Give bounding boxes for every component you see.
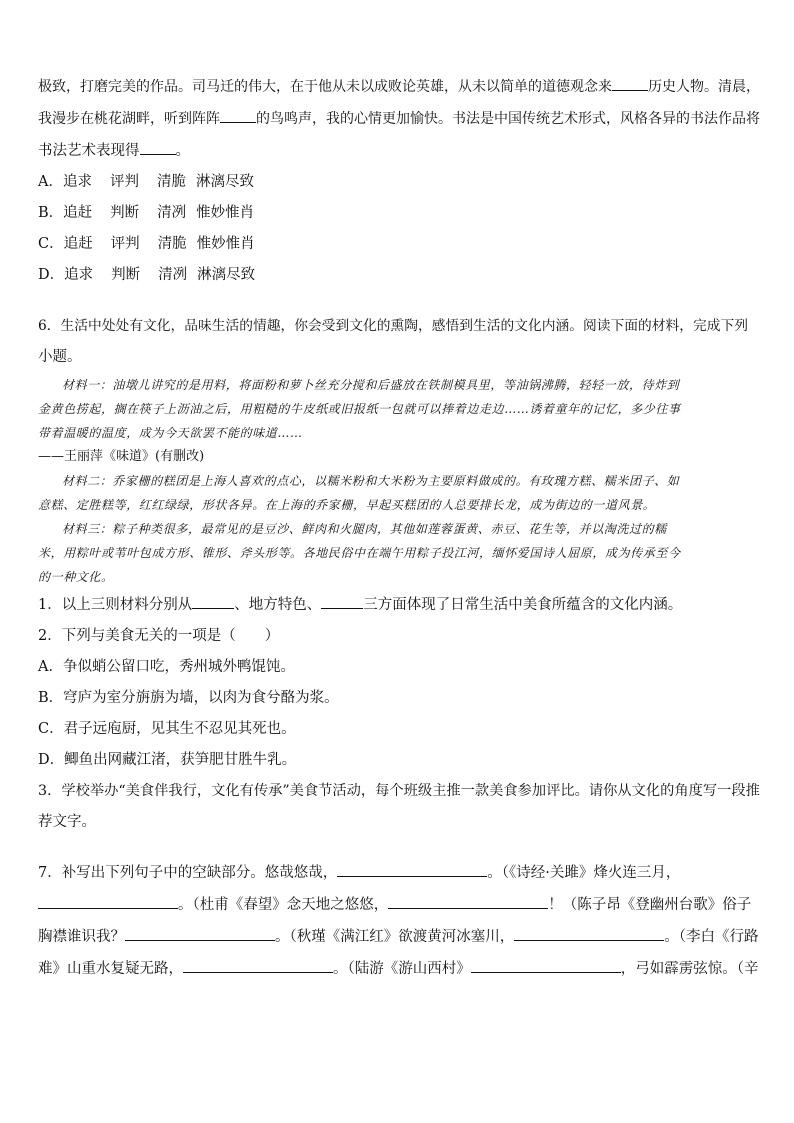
answer-blank[interactable]	[183, 958, 333, 973]
text: 的鸟鸣声，我的心情更加愉快。书法是中国传统艺术形式，风格各异的书法作品将	[256, 111, 760, 127]
answer-blank[interactable]	[321, 594, 363, 609]
text: 、地方特色、	[234, 597, 322, 613]
option-word: 评判	[110, 236, 140, 252]
text: 极致，打磨完美的作品。司马迁的伟大，在于他从未以成败论英雄，从未以简单的道德观念来	[38, 79, 612, 95]
q7-line-2	[38, 894, 760, 915]
q6-sub3: 3．学校举办“美食伴我行，文化有传承”美食节活动，每个班级主推一款美食参加评比。请你从文化的角度写一段推	[38, 783, 760, 799]
text: 难》山重水复疑无路，	[38, 961, 183, 977]
option-word: 清冽	[157, 205, 187, 221]
option-label: A．追求	[38, 174, 92, 190]
option-word: 判断	[110, 205, 140, 221]
option-word: 惟妙惟肖	[196, 236, 255, 252]
answer-blank[interactable]	[388, 894, 548, 909]
text: 胸襟谁识我？	[38, 929, 125, 945]
document-page	[38, 76, 760, 979]
material-3-line-1: 材料三：粽子种类很多，最常见的是豆沙、鲜肉和火腿肉，其他如莲蓉蛋黄、赤豆、花生等，并以淘洗过的糯	[62, 522, 667, 536]
text: 。（李白《行路	[664, 929, 759, 945]
q6-sub2: 2．下列与美食无关的一项是（ ）	[38, 628, 280, 644]
q7-line-4	[38, 958, 760, 979]
answer-blank[interactable]	[125, 926, 275, 941]
text: 1．以上三则材料分别从	[38, 597, 193, 613]
option-label: B．追赶	[38, 205, 93, 221]
option-word: 清冽	[158, 267, 188, 283]
q6-sub3-cont: 荐文字。	[38, 814, 96, 830]
answer-blank[interactable]	[192, 594, 234, 609]
answer-blank[interactable]	[220, 108, 256, 123]
material-2-line-2: 意糕、定胜糕等，红红绿绿，形状各异。在上海的乔家栅，早起买糕团的人总要排长龙，成为街边的一道风景。	[38, 498, 656, 512]
q6-sub2-option-c[interactable]: C．君子远庖厨，见其生不忍见其死也。	[38, 721, 296, 737]
answer-blank[interactable]	[471, 958, 621, 973]
q6-intro-cont: 小题。	[38, 349, 82, 365]
text: 。（《诗经·关雎》烽火连三月，	[487, 865, 681, 881]
text: 。	[175, 143, 190, 159]
q5-line-3	[38, 140, 760, 161]
q6-sub2-option-d[interactable]: D．鲫鱼出网藏江渚，获笋肥甘胜牛乳。	[38, 752, 297, 768]
text: 。（秋瑾《满江红》欲渡黄河冰塞川，	[275, 929, 515, 945]
text: 历史人物。清晨，	[648, 79, 760, 95]
option-word: 清脆	[156, 174, 186, 190]
q6-sub1	[38, 594, 760, 615]
option-word: 淋漓尽致	[197, 267, 256, 283]
text: 。（杜甫《春望》念天地之悠悠，	[178, 897, 389, 913]
q5-line-2	[38, 108, 760, 129]
q5-option-d[interactable]	[38, 265, 760, 285]
answer-blank[interactable]	[514, 926, 664, 941]
answer-blank[interactable]	[140, 140, 176, 155]
text: ！（陈子昂《登幽州台歌》俗子	[548, 897, 752, 913]
text: 7．补写出下列句子中的空缺部分。悠哉悠哉，	[38, 865, 338, 881]
text: ，弓如霹雳弦惊。（辛	[620, 961, 759, 977]
option-word: 淋漓尽致	[195, 174, 254, 190]
option-label: D．追求	[38, 267, 94, 283]
material-1-source: ——王丽萍《味道》(有删改)	[38, 449, 205, 464]
text: 我漫步在桃花湖畔，听到阵阵	[38, 111, 220, 127]
q6-sub2-option-a[interactable]: A．争似蛸公留口吃，秀州城外鸭馄饨。	[38, 659, 295, 675]
material-2-line-1: 材料二：乔家栅的糕团是上海人喜欢的点心，以糯米粉和大米粉为主要原料做成的。有玫瑰方糕、糯米团子、如	[62, 474, 680, 488]
option-label: C．追赶	[38, 236, 93, 252]
text: 三方面体现了日常生活中美食所蕴含的文化内涵。	[363, 597, 683, 613]
text: 。（陆游《游山西村》	[333, 961, 471, 977]
q6-intro: 6．生活中处处有文化，品味生活的情趣，你会受到文化的熏陶，感悟到生活的文化内涵。阅读下面的材料，完成下列	[38, 318, 749, 334]
material-1-line-3: 带着温暖的温度，成为今天欲罢不能的味道……	[38, 426, 303, 440]
q5-option-a[interactable]	[38, 172, 760, 192]
q7-line-3	[38, 926, 760, 947]
q7-line-1	[38, 862, 760, 883]
q5-line-1	[38, 76, 760, 97]
text: 书法艺术表现得	[38, 143, 140, 159]
answer-blank[interactable]	[337, 862, 487, 877]
material-1-line-2: 金黄色捞起，搁在筷子上沥油之后，用粗糙的牛皮纸或旧报纸一包就可以捧着边走边……诱着童年的记忆，多少往事	[38, 402, 681, 416]
option-word: 惟妙惟肖	[196, 205, 255, 221]
option-word: 判断	[111, 267, 141, 283]
answer-blank[interactable]	[38, 894, 178, 909]
q6-sub2-option-b[interactable]: B．穹庐为室分旃旃为墙，以肉为食兮酪为浆。	[38, 690, 339, 706]
q5-option-b[interactable]	[38, 203, 760, 223]
material-3-line-2: 米，用粽叶或苇叶包成方形、锥形、斧头形等。各地民俗中在端午用粽子投江河，缅怀爱国诗人屈原，成为传承至今	[38, 546, 681, 560]
material-1-line-1: 材料一：油墩儿讲究的是用料，将面粉和萝卜丝充分搅和后盛放在铁制模具里，等油锅沸腾，轻轻一放，待炸到	[62, 378, 680, 392]
q5-option-c[interactable]	[38, 234, 760, 254]
material-3-line-3: 的一种文化。	[38, 570, 114, 584]
option-word: 清脆	[157, 236, 187, 252]
answer-blank[interactable]	[612, 76, 648, 91]
option-word: 评判	[109, 174, 139, 190]
